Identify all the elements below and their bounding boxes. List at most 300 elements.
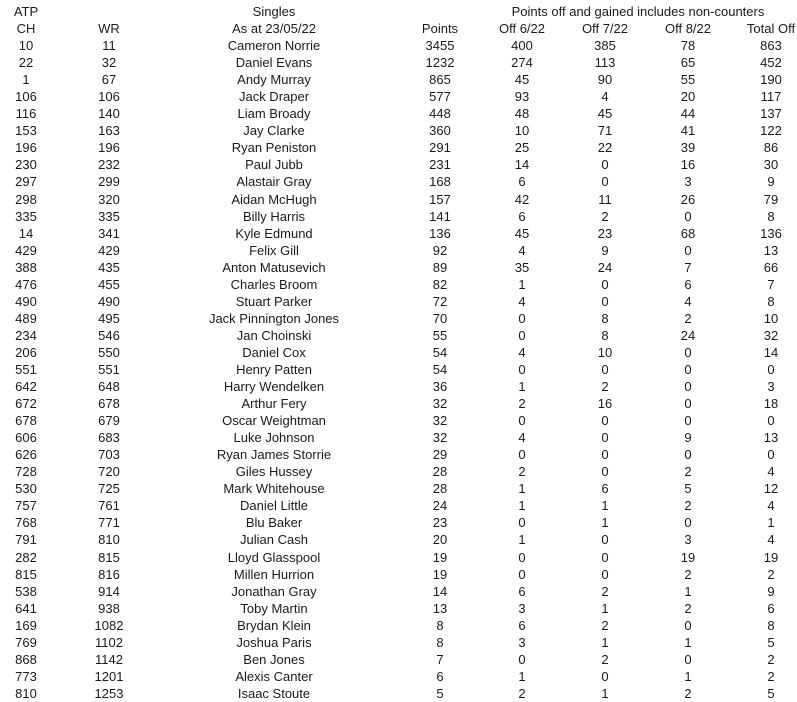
cell-total-off: 0 [767,447,775,463]
cell-points: 3455 [425,38,455,54]
cell-wr-rank: 490 [98,293,120,309]
cell-total-off: 86 [763,140,779,156]
table-row [0,668,797,685]
cell-points: 13 [432,600,448,616]
cell-off-7-22: 0 [601,668,609,684]
cell-off-6-22: 0 [518,651,526,667]
header-row-1 [0,3,797,20]
cell-total-off: 9 [767,583,775,599]
cell-off-6-22: 14 [514,157,530,173]
cell-player-name: Daniel Cox [242,344,306,360]
cell-off-7-22: 1 [601,600,609,616]
cell-ch-rank: 282 [15,549,37,565]
table-row [0,71,797,88]
cell-off-8-22: 1 [684,634,692,650]
cell-off-8-22: 2 [684,464,692,480]
cell-off-6-22: 45 [514,72,530,88]
cell-off-7-22: 0 [601,549,609,565]
cell-ch-rank: 429 [15,242,37,258]
cell-ch-rank: 106 [15,89,37,105]
header-row-2 [0,20,797,37]
cell-off-6-22: 6 [518,174,526,190]
cell-off-8-22: 0 [684,413,692,429]
cell-total-off: 3 [767,379,775,395]
cell-ch-rank: 298 [15,191,37,207]
cell-wr-rank: 1082 [94,617,124,633]
cell-points: 32 [432,413,448,429]
cell-off-7-22: 8 [601,310,609,326]
cell-off-6-22: 4 [518,430,526,446]
cell-off-8-22: 3 [684,532,692,548]
cell-off-7-22: 71 [597,123,613,139]
cell-total-off: 13 [763,430,779,446]
cell-total-off: 2 [767,566,775,582]
cell-off-7-22: 45 [597,106,613,122]
cell-off-7-22: 4 [601,89,609,105]
cell-total-off: 1 [767,515,775,531]
cell-off-7-22: 2 [601,651,609,667]
cell-player-name: Daniel Evans [235,55,313,71]
cell-off-7-22: 11 [598,191,612,207]
cell-off-7-22: 90 [597,72,613,88]
header-date: As at 23/05/22 [232,21,316,37]
cell-points: 70 [432,310,448,326]
cell-points: 141 [429,208,451,224]
cell-wr-rank: 32 [101,55,117,71]
table-row [0,225,797,242]
cell-off-8-22: 1 [684,668,692,684]
cell-ch-rank: 196 [15,140,37,156]
cell-player-name: Arthur Fery [241,396,307,412]
cell-off-8-22: 44 [680,106,696,122]
cell-ch-rank: 672 [15,396,37,412]
cell-points: 32 [432,430,448,446]
cell-off-8-22: 0 [684,447,692,463]
cell-off-8-22: 7 [684,259,692,275]
cell-wr-rank: 320 [98,191,120,207]
cell-off-7-22: 1 [601,498,609,514]
cell-player-name: Jay Clarke [243,123,305,139]
cell-off-6-22: 3 [518,600,526,616]
cell-total-off: 5 [767,634,775,650]
cell-points: 32 [432,396,448,412]
cell-points: 54 [432,361,448,377]
cell-off-7-22: 10 [597,344,613,360]
cell-total-off: 19 [763,549,779,565]
table-row [0,327,797,344]
cell-off-8-22: 0 [684,617,692,633]
cell-off-8-22: 24 [680,327,696,343]
cell-player-name: Toby Martin [240,600,308,616]
rankings-table [0,3,797,702]
cell-total-off: 0 [767,361,775,377]
cell-wr-rank: 679 [98,413,120,429]
cell-off-7-22: 0 [601,157,609,173]
cell-points: 231 [429,157,451,173]
cell-wr-rank: 703 [98,447,120,463]
cell-player-name: Giles Hussey [235,464,313,480]
cell-off-7-22: 22 [597,140,613,156]
cell-off-6-22: 6 [518,208,526,224]
cell-player-name: Kyle Edmund [235,225,313,241]
cell-total-off: 8 [767,293,775,309]
cell-off-6-22: 0 [518,310,526,326]
table-row [0,54,797,71]
cell-off-7-22: 2 [601,617,609,633]
cell-off-8-22: 0 [684,361,692,377]
cell-total-off: 6 [767,600,775,616]
cell-ch-rank: 678 [15,413,37,429]
cell-points: 29 [432,447,448,463]
cell-off-6-22: 4 [518,242,526,258]
table-row [0,259,797,276]
cell-player-name: Anton Matusevich [222,259,326,275]
cell-points: 577 [429,89,451,105]
cell-total-off: 4 [767,532,775,548]
cell-off-8-22: 68 [680,225,696,241]
header-total-off: Total Off [746,21,796,37]
cell-points: 5 [436,685,444,701]
cell-off-8-22: 78 [680,38,696,54]
cell-off-8-22: 55 [680,72,696,88]
cell-points: 8 [436,617,444,633]
cell-off-7-22: 0 [601,361,609,377]
cell-off-6-22: 1 [518,532,526,548]
cell-total-off: 117 [760,89,782,105]
cell-player-name: Luke Johnson [233,430,315,446]
cell-player-name: Alastair Gray [236,174,312,190]
cell-player-name: Ryan James Storrie [216,447,332,463]
cell-total-off: 4 [767,498,775,514]
cell-ch-rank: 538 [15,583,37,599]
cell-off-6-22: 4 [518,344,526,360]
cell-total-off: 8 [767,617,775,633]
table-row [0,88,797,105]
cell-points: 7 [436,651,444,667]
table-row [0,549,797,566]
table-row [0,600,797,617]
cell-ch-rank: 489 [15,310,37,326]
cell-off-6-22: 0 [518,327,526,343]
table-row [0,651,797,668]
cell-off-6-22: 93 [514,89,530,105]
cell-off-8-22: 2 [684,600,692,616]
cell-ch-rank: 773 [15,668,37,684]
cell-points: 19 [432,566,448,582]
cell-off-8-22: 4 [684,293,692,309]
cell-ch-rank: 641 [15,600,37,616]
cell-total-off: 2 [767,668,775,684]
cell-off-6-22: 0 [518,515,526,531]
table-row [0,480,797,497]
cell-off-6-22: 48 [514,106,530,122]
cell-points: 1232 [425,55,455,71]
table-row [0,242,797,259]
cell-off-7-22: 0 [601,447,609,463]
header-off-7-22: Off 7/22 [581,21,629,37]
cell-off-6-22: 1 [518,276,526,292]
cell-wr-rank: 299 [98,174,120,190]
cell-player-name: Daniel Little [240,498,308,514]
cell-total-off: 13 [763,242,779,258]
cell-off-8-22: 0 [684,396,692,412]
cell-player-name: Henry Patten [236,361,312,377]
cell-off-7-22: 2 [601,379,609,395]
cell-wr-rank: 196 [98,140,120,156]
cell-off-8-22: 2 [684,498,692,514]
cell-player-name: Mark Whitehouse [223,481,325,497]
cell-off-8-22: 0 [684,208,692,224]
cell-off-6-22: 274 [511,55,533,71]
cell-player-name: Andy Murray [237,72,311,88]
cell-off-8-22: 2 [684,310,692,326]
table-row [0,344,797,361]
cell-points: 28 [432,464,448,480]
table-row [0,514,797,531]
cell-ch-rank: 169 [15,617,37,633]
cell-off-6-22: 3 [518,634,526,650]
cell-wr-rank: 816 [98,566,120,582]
cell-player-name: Charles Broom [230,276,318,292]
cell-off-7-22: 8 [601,327,609,343]
cell-off-6-22: 400 [511,38,533,54]
cell-ch-rank: 206 [15,344,37,360]
cell-wr-rank: 140 [98,106,120,122]
cell-total-off: 122 [760,123,782,139]
cell-points: 24 [432,498,448,514]
cell-ch-rank: 388 [15,259,37,275]
cell-off-7-22: 0 [601,293,609,309]
cell-off-6-22: 0 [518,549,526,565]
cell-total-off: 18 [763,396,779,412]
cell-points: 23 [432,515,448,531]
cell-off-8-22: 3 [684,174,692,190]
cell-off-7-22: 1 [601,515,609,531]
cell-wr-rank: 815 [98,549,120,565]
table-row [0,276,797,293]
cell-off-7-22: 0 [601,430,609,446]
cell-points: 8 [436,634,444,650]
cell-off-6-22: 1 [518,379,526,395]
cell-points: 448 [429,106,451,122]
cell-off-8-22: 39 [680,140,696,156]
table-row [0,583,797,600]
cell-points: 136 [429,225,451,241]
header-atp: ATP [13,4,39,19]
cell-wr-rank: 551 [98,361,120,377]
cell-total-off: 5 [767,685,775,701]
cell-ch-rank: 768 [15,515,37,531]
cell-off-7-22: 24 [597,259,613,275]
cell-off-6-22: 6 [518,617,526,633]
cell-player-name: Blu Baker [245,515,303,531]
header-off-6-22: Off 6/22 [498,21,546,37]
cell-total-off: 4 [767,464,775,480]
table-body [0,37,797,702]
table-row [0,191,797,208]
cell-total-off: 14 [763,344,779,360]
cell-off-8-22: 0 [684,379,692,395]
cell-wr-rank: 648 [98,379,120,395]
cell-total-off: 452 [760,55,782,71]
cell-off-6-22: 2 [518,685,526,701]
cell-off-7-22: 0 [601,464,609,480]
cell-points: 72 [432,293,448,309]
cell-points: 168 [429,174,451,190]
table-row [0,122,797,139]
cell-player-name: Felix Gill [249,242,299,258]
cell-off-7-22: 23 [597,225,613,241]
cell-ch-rank: 769 [15,634,37,650]
cell-points: 360 [429,123,451,139]
cell-total-off: 863 [760,38,782,54]
cell-player-name: Aidan McHugh [231,191,317,207]
cell-off-8-22: 9 [684,430,692,446]
table-row [0,566,797,583]
cell-points: 291 [429,140,451,156]
header-points: Points [421,21,459,37]
cell-player-name: Ben Jones [243,651,305,667]
cell-ch-rank: 791 [15,532,37,548]
table-row [0,395,797,412]
cell-player-name: Joshua Paris [236,634,312,650]
table-row [0,361,797,378]
cell-wr-rank: 429 [98,242,120,258]
cell-off-6-22: 42 [514,191,530,207]
cell-off-8-22: 41 [680,123,696,139]
cell-player-name: Oscar Weightman [222,413,326,429]
cell-off-7-22: 113 [594,55,616,71]
header-banner: Points off and gained includes non-counters [511,4,765,19]
cell-player-name: Lloyd Glasspool [227,549,321,565]
cell-off-6-22: 0 [518,447,526,463]
table-row [0,463,797,480]
cell-wr-rank: 335 [98,208,120,224]
cell-off-7-22: 1 [601,634,609,650]
cell-ch-rank: 153 [15,123,37,139]
cell-off-8-22: 65 [680,55,696,71]
table-row [0,531,797,548]
cell-wr-rank: 11 [102,38,116,54]
cell-ch-rank: 116 [15,106,37,122]
cell-points: 6 [436,668,444,684]
cell-total-off: 190 [760,72,782,88]
table-row [0,634,797,651]
cell-off-6-22: 2 [518,464,526,480]
cell-ch-rank: 10 [18,38,34,54]
cell-off-6-22: 1 [518,498,526,514]
header-wr: WR [98,21,120,37]
cell-wr-rank: 771 [98,515,120,531]
cell-total-off: 137 [760,106,782,122]
cell-ch-rank: 22 [18,55,34,71]
cell-wr-rank: 546 [98,327,120,343]
cell-off-6-22: 45 [514,225,530,241]
table-row [0,293,797,310]
cell-wr-rank: 1102 [95,634,123,650]
cell-wr-rank: 232 [98,157,120,173]
cell-player-name: Jack Pinnington Jones [208,310,340,326]
cell-off-6-22: 0 [518,566,526,582]
cell-off-7-22: 0 [601,174,609,190]
cell-off-7-22: 16 [597,396,613,412]
cell-ch-rank: 868 [15,651,37,667]
table-row [0,105,797,122]
cell-player-name: Billy Harris [242,208,306,224]
table-row [0,617,797,634]
cell-player-name: Jack Draper [238,89,310,105]
cell-player-name: Stuart Parker [235,293,313,309]
cell-wr-rank: 914 [98,583,120,599]
cell-player-name: Jonathan Gray [231,583,317,599]
cell-total-off: 30 [763,157,779,173]
cell-points: 20 [432,532,448,548]
cell-off-8-22: 5 [684,481,692,497]
cell-wr-rank: 550 [98,344,120,360]
cell-ch-rank: 335 [15,208,37,224]
cell-player-name: Cameron Norrie [227,38,321,54]
cell-off-7-22: 385 [594,38,616,54]
cell-points: 55 [432,327,448,343]
cell-off-6-22: 35 [514,259,530,275]
cell-total-off: 79 [763,191,779,207]
cell-off-6-22: 4 [518,293,526,309]
cell-total-off: 32 [763,327,779,343]
table-row [0,685,797,702]
cell-total-off: 0 [767,413,775,429]
cell-points: 89 [432,259,448,275]
cell-off-6-22: 0 [518,413,526,429]
table-row [0,497,797,514]
cell-total-off: 136 [760,225,782,241]
cell-wr-rank: 106 [98,89,120,105]
header-ch: CH [16,21,36,37]
cell-total-off: 66 [763,259,779,275]
cell-player-name: Julian Cash [240,532,308,548]
cell-ch-rank: 728 [15,464,37,480]
cell-ch-rank: 530 [15,481,37,497]
header-off-8-22: Off 8/22 [664,21,712,37]
cell-wr-rank: 495 [98,310,120,326]
cell-off-7-22: 0 [601,413,609,429]
cell-wr-rank: 1253 [94,685,124,701]
cell-wr-rank: 683 [98,430,120,446]
cell-off-7-22: 2 [601,208,609,224]
cell-points: 865 [429,72,451,88]
cell-ch-rank: 626 [15,447,37,463]
cell-total-off: 7 [767,276,775,292]
cell-off-7-22: 0 [601,566,609,582]
cell-player-name: Alexis Canter [235,668,313,684]
cell-off-8-22: 0 [684,242,692,258]
cell-wr-rank: 455 [98,276,120,292]
cell-ch-rank: 297 [15,174,37,190]
cell-off-8-22: 2 [684,566,692,582]
cell-ch-rank: 810 [15,685,37,701]
cell-off-7-22: 0 [601,532,609,548]
cell-off-6-22: 0 [518,361,526,377]
table-row [0,156,797,173]
cell-player-name: Jan Choinski [236,327,312,343]
cell-ch-rank: 1 [22,72,30,88]
cell-wr-rank: 810 [98,532,120,548]
cell-off-7-22: 1 [601,685,609,701]
table-row [0,208,797,225]
cell-off-6-22: 2 [518,396,526,412]
cell-off-8-22: 0 [684,515,692,531]
cell-off-8-22: 20 [680,89,696,105]
cell-wr-rank: 341 [98,225,120,241]
